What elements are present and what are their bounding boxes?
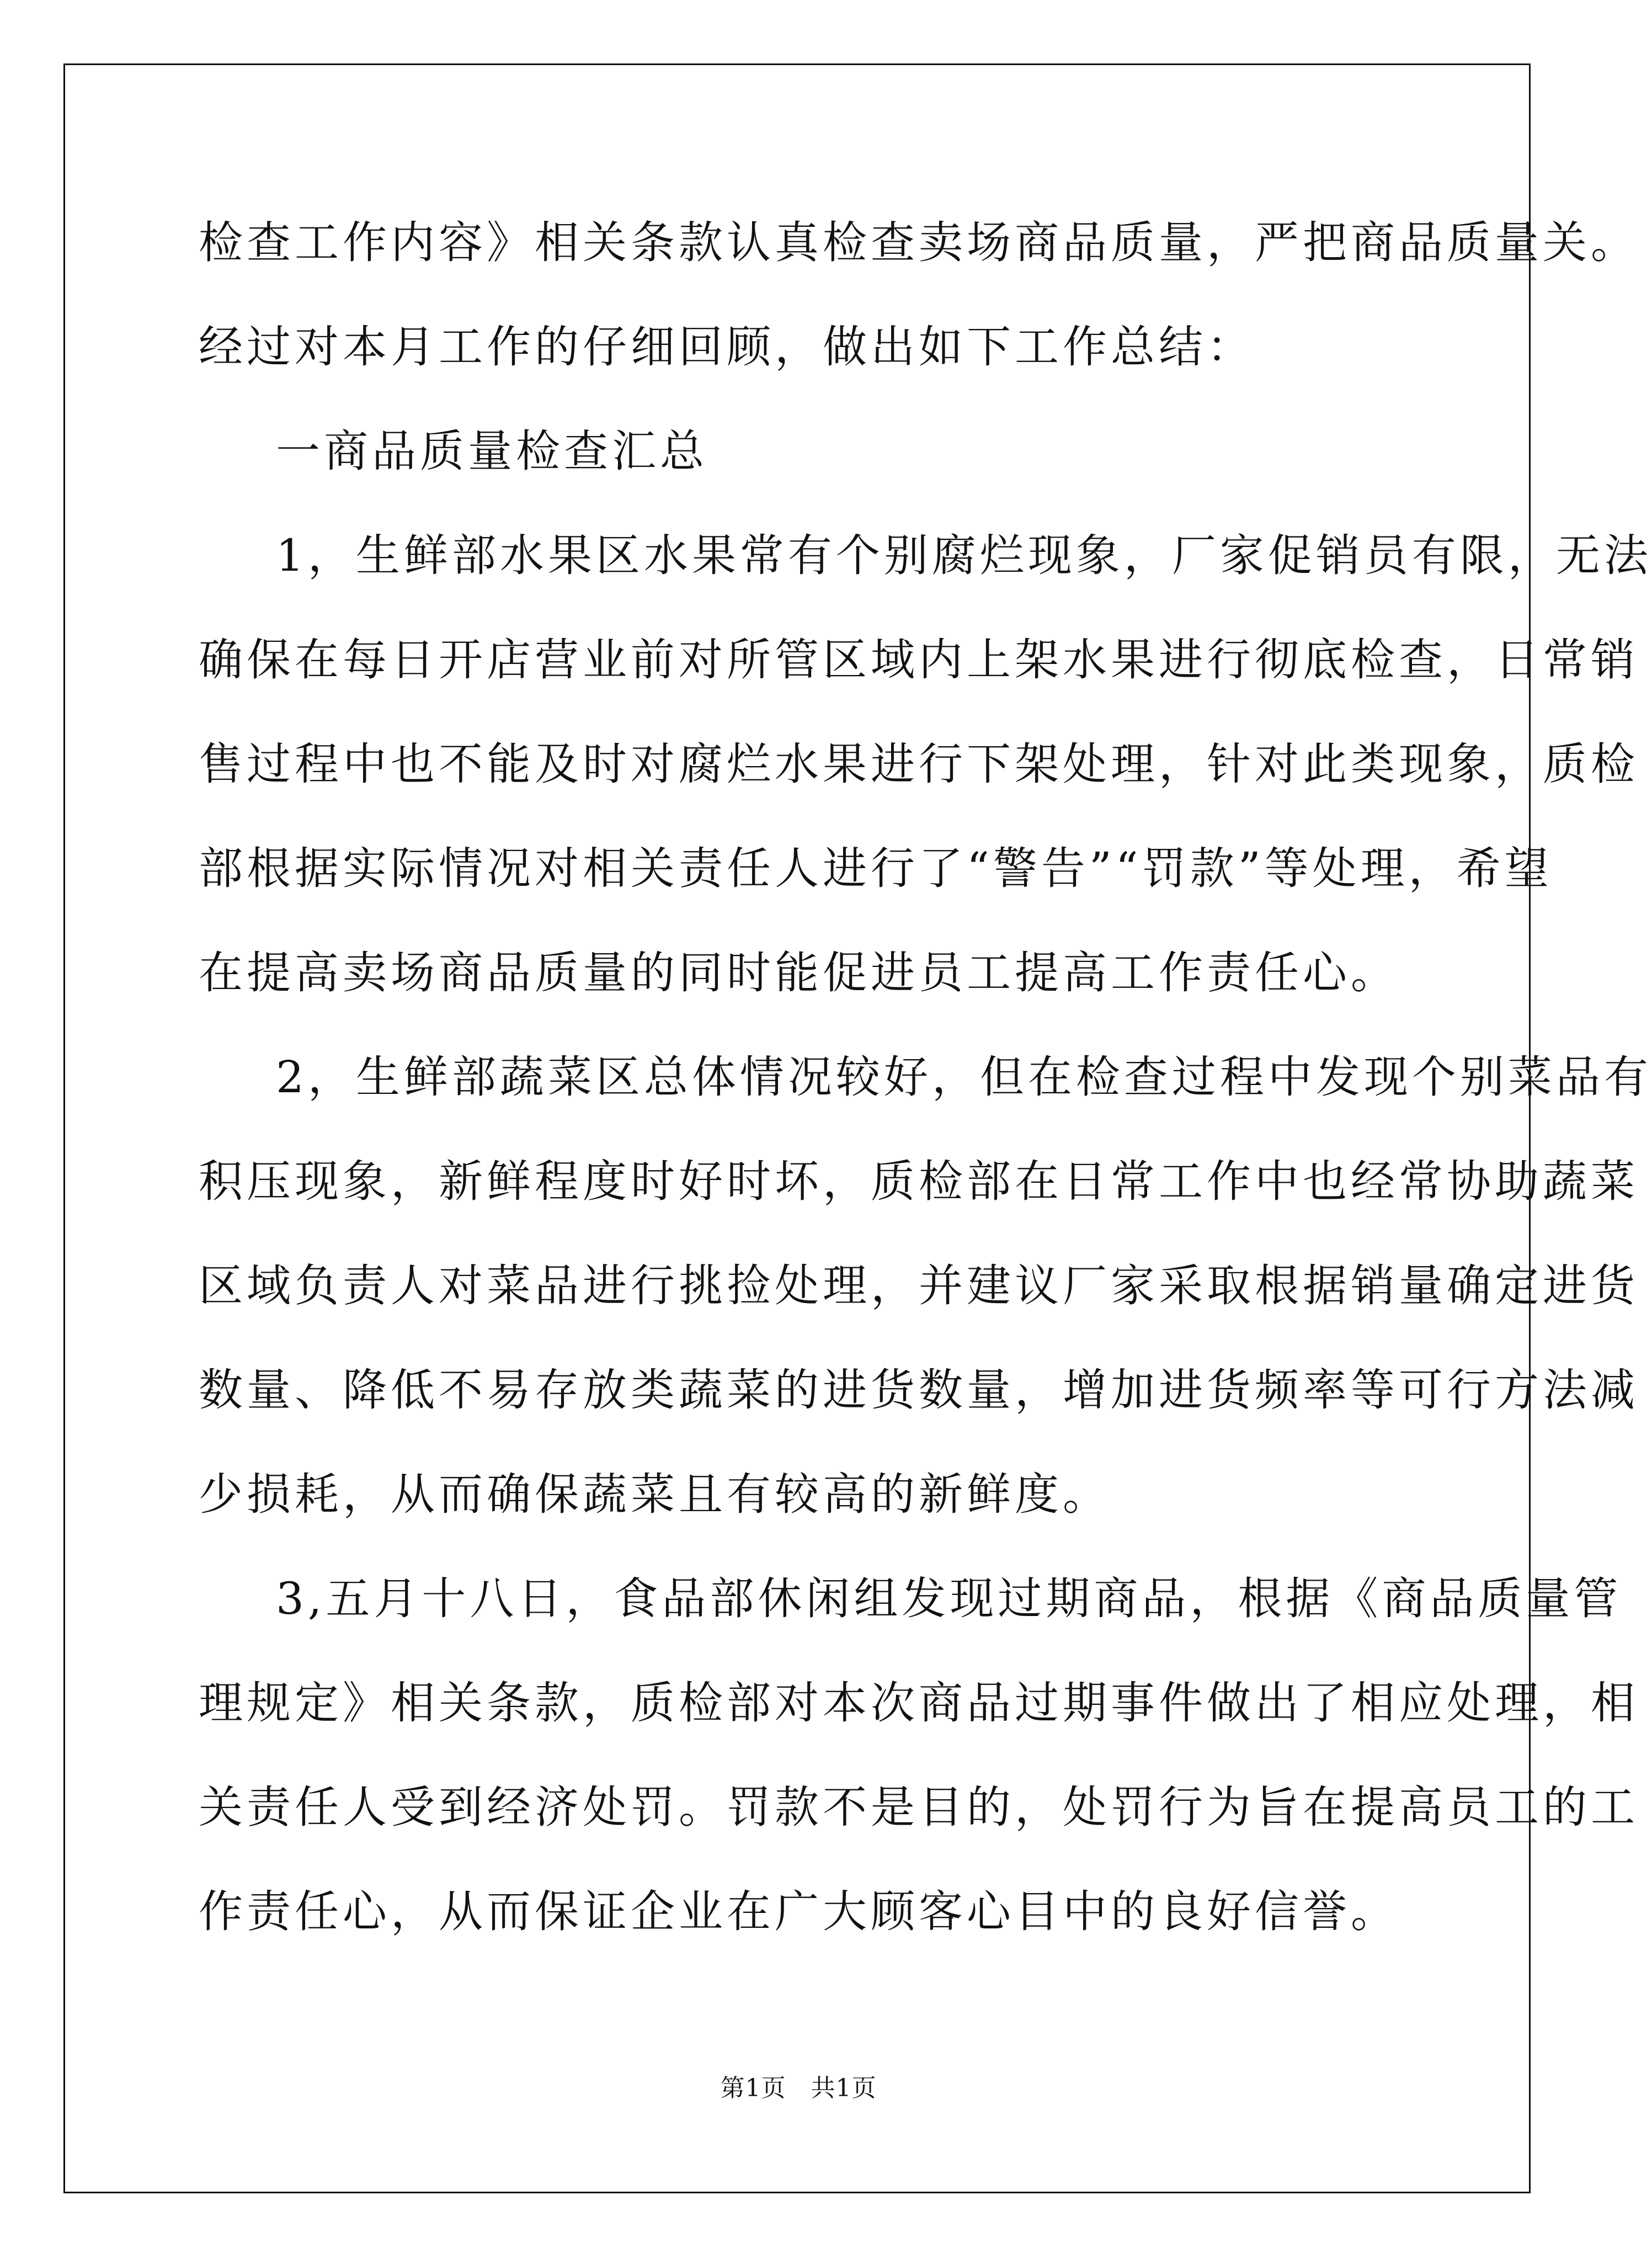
text-line: 区域负责人对菜品进行挑捡处理，并建议厂家采取根据销量确定进货 — [199, 1260, 1639, 1311]
text-line: 1，生鲜部水果区水果常有个别腐烂现象，厂家促销员有限，无法 — [276, 530, 1652, 581]
text-line: 少损耗，从而确保蔬菜且有较高的新鲜度。 — [199, 1469, 1111, 1520]
text-line: 确保在每日开店营业前对所管区域内上架水果进行彻底检查，日常销 — [199, 634, 1639, 685]
text-line: 检查工作内容》相关条款认真检查卖场商品质量，严把商品质量关。 — [199, 217, 1639, 268]
text-line: 积压现象，新鲜程度时好时坏，质检部在日常工作中也经常协助蔬菜 — [199, 1156, 1639, 1207]
text-line: 理规定》相关条款，质检部对本次商品过期事件做出了相应处理，相 — [199, 1677, 1639, 1729]
text-line: 经过对本月工作的仔细回顾，做出如下工作总结： — [199, 321, 1255, 373]
text-line: 2，生鲜部蔬菜区总体情况较好，但在检查过程中发现个别菜品有 — [276, 1051, 1652, 1103]
text-line: 部根据实际情况对相关责任人进行了“警告”“罚款”等处理，希望 — [199, 843, 1553, 894]
text-line: 作责任心，从而保证企业在广大顾客心目中的良好信誉。 — [199, 1886, 1399, 1937]
document-body — [199, 190, 1652, 1964]
text-line: 一商品质量检查汇总 — [276, 426, 708, 477]
text-line: 在提高卖场商品质量的同时能促进员工提高工作责任心。 — [199, 947, 1399, 998]
text-line: 数量、降低不易存放类蔬菜的进货数量，增加进货频率等可行方法减 — [199, 1364, 1639, 1416]
text-line: 售过程中也不能及时对腐烂水果进行下架处理，针对此类现象，质检 — [199, 738, 1639, 790]
text-line: 3,五月十八日，食品部休闲组发现过期商品，根据《商品质量管 — [276, 1573, 1622, 1624]
page-footer: 第1页 共1页 — [720, 2074, 877, 2102]
text-line: 关责任人受到经济处罚。罚款不是目的，处罚行为旨在提高员工的工 — [199, 1782, 1639, 1833]
